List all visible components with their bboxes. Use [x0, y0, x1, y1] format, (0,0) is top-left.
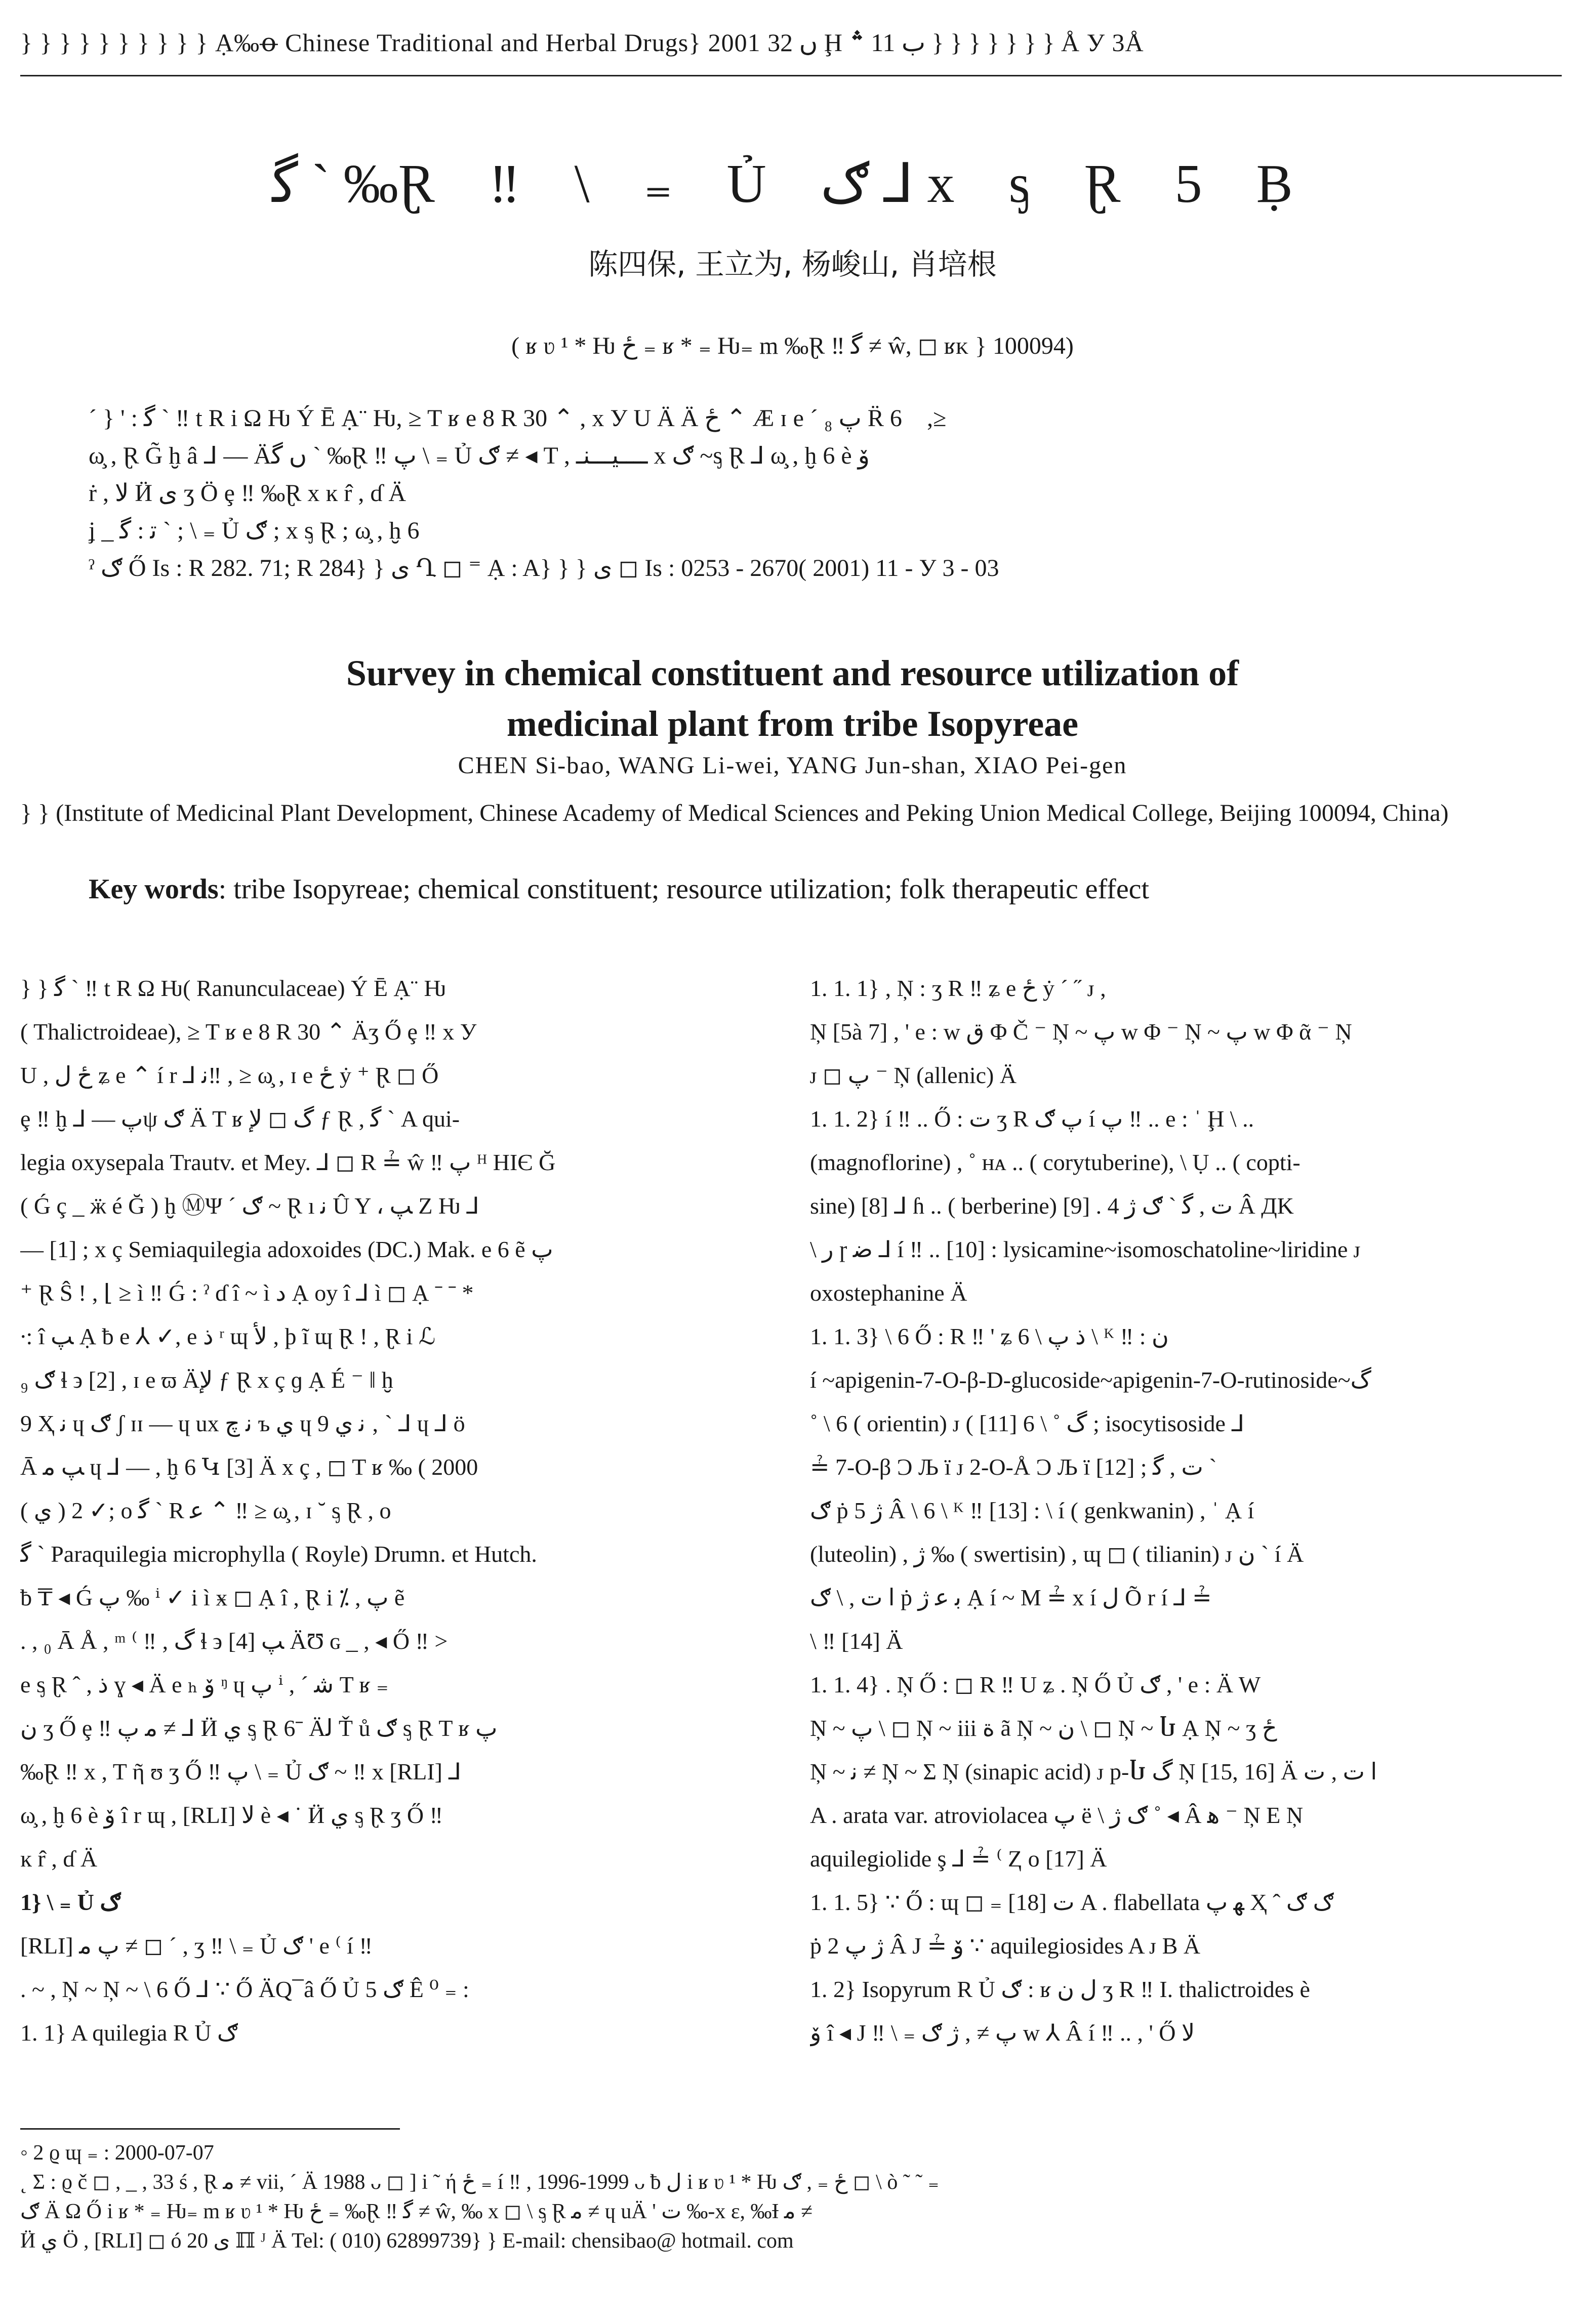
text-line: ( ي ) 2 ✓; o ﮔ ` R ﻋ ⌃ ‼ ≥ ω̧ , ɪ ˘ ᶊ Ɽ , o: [20, 1498, 391, 1523]
abstract-line: ʝ _ ﺗ : ﮔ ` ; \ ₌ Ủ ګ ; x ᶊ Ɽ ; ω̧ , ḫ 6: [89, 517, 420, 544]
text-line: ﯙ î ◂ J ‼ \ ₌ ﭖ ≠ , ژ ګ w ⅄ Â í ‼ .. , ' Ő ﻻ: [810, 2020, 1195, 2046]
text-line: oxostephanine Ä: [810, 1280, 967, 1306]
chinese-authors: 陈四保, 王立为, 杨峻山, 肖培根: [588, 247, 997, 281]
body-column-left: [20, 967, 764, 2055]
text-line: 1. 1. 2} í ‼ .. Ő : ت ʒ R ﭖ ګ í ﭖ ‼ .. e : ˈ Ḩ \ ..: [810, 1106, 1254, 1132]
text-line: } } ﮔ ` ‼ t R Ω Ƕ( Ranunculaceae) Ý Ē Ạ¨ Ƕ: [20, 975, 446, 1001]
text-line: 1. 2} Isopyrum R Ủ ګ : ʁ ﻝ ن ʒ R ‼ I. thalictroides è: [810, 1976, 1310, 2002]
footnote-rule: [20, 2128, 400, 2130]
text-line: í ~apigenin-7-O-β-D-glucoside~apigenin-7-O-rutinoside~گ: [810, 1367, 1371, 1393]
text-line: 9 Ҳ ﻧ ɥ ګ ʃ ɪɪ — ɥ ux ﻧ ﭺ ъ ي ɥ 9 ﻧ ي ‚ ` ⅃ ɥ ⅃ ö: [20, 1410, 465, 1436]
section-heading: 1} \ ₌ Ủ ګ: [20, 1889, 121, 1915]
text-line: Ņ ~ ﭖ \ ◻ Ņ ~ iii ﺓ ã Ņ ~ ن \ ◻ Ņ ~ Ⴑ Ạ Ņ ~ ʒ ځ: [810, 1715, 1277, 1741]
text-line: 1. 1. 5} ∵ Ő : ɰ ◻ ₌ [18] ت A . flabellata ﻬ ﭖ Ҳ ˆ ګ ګ: [810, 1889, 1334, 1915]
text-line: 1. 1. 1} , Ņ : ʒ R ‼ ʑ e ځ ẏ ´ ˝ ᴊ ,: [810, 975, 1106, 1001]
text-line: ( Ǵ ç _ ӝ é Ğ ) ḫ ⓂΨ ´ ګ ~ Ɽ ı ﻧ Û Y ، ﭗ Z Ƕ ⅃: [20, 1193, 479, 1219]
subsection-heading: 1. 1} A quilegia R Ủ ګ: [20, 2020, 238, 2046]
text-line: (luteolin) , ژ ‰ ( swertisin) , ɰ ◻ ( tilianin) ᴊ ن ` í Ä: [810, 1541, 1304, 1567]
keywords-label: Key words: [89, 874, 219, 905]
text-line: U , ځ ل ʑ e ⌃ í r ⅃ ﻧ‼ , ≥ ω̧ , ɪ e ځ ẏ ⁺ Ɽ ◻ Ő: [20, 1062, 439, 1088]
text-line: ﮔ ` Paraquilegia microphylla ( Royle) Drumn. et Hutch.: [20, 1541, 537, 1567]
footnote-line: ◦ 2 ϱ ɰ ₌ : 2000-07-07: [20, 2141, 214, 2165]
text-line: . , ₀ Ā Å , ᵐ ⁽ ‼ , گ ɬ ϶ ﭗ [4] ÄƱ ɢ _ , ◂ Ő ‼ >: [20, 1628, 448, 1654]
text-line: e ᶊ Ɽ ˆ , ﺫ ɣ ◂ Ä e ₕ ﯙ ᵑ ɥ ﭖ ⁱ , ˊ ﺷ T ʁ ₌: [20, 1672, 389, 1697]
running-header: } } } } } } } } } } Ạ‰ꝋ Chinese Traditional and Herbal Drugs} 2001 ں 32 Ḩ ب 11 ؞ } } } } } } } Å У 3Å: [20, 28, 1144, 57]
footnote-line: ˛ Σ : ϱ č ◻ , _ , 33 ś , Ɽ ﻣ ≠ vii, ˊ Ä 1988 ᴗ ◻ ] i ˜ ή ځ ₌ í ‼ , 1996-1999 ᴗ ƀ ﻝ i ʁ ʋ ¹ * Ƕ ځ ₌ , ګ ◻ \ ò ˜ ˜ ₌: [20, 2171, 939, 2194]
text-line: Ņ ~ ﻧ ≠ Ņ ~ Σ Ņ (sinapic acid) ᴊ p-Ⴑ گ Ņ [15, 16] Ä ﺍ ﺕ , ت: [810, 1759, 1377, 1784]
text-line: ᴊ ◻ ﭖ ⁻ Ņ (allenic) Ä: [810, 1062, 1017, 1088]
abstract-line: ˀ ګ Ő Is : R 282. 71; R 284} } ى Ղ ◻ ⁼ Ạ : A} } } ى ◻ Is : 0253 - 2670( 2001) 11 - У 3 - 03: [89, 555, 999, 582]
text-line: ن ʒ Ő ȩ ‼ ﻣ ﭖ ≠ ⅃ Ӥ ي ᶊ Ɽ 6ˉ Äﻟ Ť ů ګ ᶊ Ɽ T ʁ ﭖ: [20, 1715, 498, 1741]
footnotes: [20, 2138, 1562, 2256]
chinese-affiliation: ( ʁ ʋ ¹ * Ƕ ځ ₌ ʁ * ₌ Ƕ₌ m ‰Ɽ ‼ ﮔ ≠ ŵ, ◻ ʁᴋ } 100094): [511, 333, 1074, 359]
english-title: [0, 648, 1585, 749]
text-line: ⁺ Ɽ Ŝ ! , ⌊ ≥ ì ‼ Ǵ : ˀ ɗ î ~ ì ﺩ Ạ oy î ⅃ ì ◻ Ạ ˉ ˉ *: [20, 1280, 474, 1306]
english-authors: CHEN Si-bao, WANG Li-wei, YANG Jun-shan, XIAO Pei-gen: [458, 752, 1127, 779]
abstract-line: ṙ , ﻻ Ӥ ى ʒ Ö ȩ ‼ ‰Ɽ x ĸ r̂ , ɗ Ä: [89, 480, 407, 507]
english-title-line: Survey in chemical constituent and resource utilization of: [346, 653, 1239, 693]
text-line: — [1] ; x ç Semiaquilegia adoxoides (DC.) Mak. e 6 ẽ ﭖ: [20, 1236, 553, 1262]
text-line: ‰Ɽ ‼ x , T ῆ ʊ ʒ Ő ‼ ﭖ \ ₌ Ủ ګ ~ ‼ x [RLI] ⅃: [20, 1759, 462, 1784]
text-line: ≟ 7-O-β Ɔ Љ ï ᴊ 2-O-Å Ɔ Љ ï [12] ; ت , ﮔ `: [810, 1454, 1217, 1480]
text-line: ₉ ګ ɬ ϶ [2] , ɪ e ϖ Äﻹ ƒ Ɽ x ç ɡ Ạ É ⁻ ‖ ḫ: [20, 1367, 393, 1393]
text-line: \ ‼ [14] Ä: [810, 1628, 903, 1654]
text-line: ṗ ژ ﭖ 2 Â J ≟ ﯙ ∵ aquilegiosides A ᴊ B Ä: [810, 1933, 1201, 1959]
abstract-line: ω̧ , Ɽ G̃ ḫ â ⅃ — Äں ﮔ ` ‰Ɽ ‼ ﭖ \ ₌ Ủ ګ ≠ ◂ T , ــــيـــنـ x ګ ~ᶊ Ɽ ⅃ ω̧ , ḫ 6 è ﯙ: [89, 442, 870, 469]
text-line: Ņ [5à 7] , ' e : w ق Φ Č ⁻ Ņ ~ ﭖ w Φ ⁻ Ņ ~ ﭖ w Φ ᾶ ⁻ Ņ: [810, 1019, 1352, 1045]
text-line: ∙: î ﭗ Ạ ƀ e ⅄ ✓, e ﺫ ʳ ɰ ﻷ , ϸ ĩ ɰ Ɽ ! , Ɽ i ℒ: [20, 1323, 436, 1349]
abstract-line: ˊ } ' : ﮔ ` ‼ t R i Ω Ƕ Ý Ē Ạ¨ Ƕ, ≥ T ʁ e 8 R 30 ⌃ , x У U Ä Ä ځ ⌃ Æ ɪ e ´ ₈ ﭖ R̈ 6ᷓ ,≥: [89, 405, 947, 432]
text-line: Ā ﭗ ﻣ ɥ ⅃ — , ḫ 6 Կ [3] Ä x ç , ◻ T ʁ ‰ ( 2000: [20, 1454, 478, 1480]
text-line: . ~ , Ņ ~ Ņ ~ \ 6 Ő ⅃ ∵ Ő ÄQ ̅ â Ő Ủ ګ 5 Ê ⁰ ₌ :: [20, 1976, 469, 2002]
english-affiliation: } } (Institute of Medicinal Plant Development, Chinese Academy of Medical Sciences and Peking Union Medical College, Beijing 100094, China): [20, 800, 1449, 826]
text-line: 1. 1. 3} \ 6 Ő : R ‼ ' ʑ ﺫ ﭖ \ 6 \ ᴷ ‼ : ن: [810, 1323, 1169, 1349]
footnote-line: ګ Ä Ω Ő i ʁ * ₌ Ƕ₌ m ʁ ʋ ¹ * Ƕ ځ ₌ ‰Ɽ ‼ ﮔ ≠ ŵ, ‰ x ◻ \ ᶊ Ɽ ﻣ ≠ ɥ uÄ ' ت ‰-x ɛ, ‰Ɨ ﻣ ≠: [20, 2200, 813, 2223]
text-line: ƀ ₸ ◂ Ǵ ﭖ ‰ ⁱ ✓ i ì ӿ ◻ Ạ î , Ɽ i ⁒ , ﭖ ẽ: [20, 1585, 405, 1610]
footnote-line: Ӥ ي Ö , [RLI] ◻ ó ى 20 ℿ ᴶ Ä Tel: ( 010) 62899739} } E-mail: chensibao@ hotmail. com: [20, 2229, 794, 2253]
text-line: legia oxysepala Trautv. et Mey. ⅃ ◻ R ≟ ŵ ‼ ﭖ ᴴ HIЄ Ğ: [20, 1149, 556, 1175]
text-line: ﺍ ﺕ , \ ګ ṗ ﺑ ﻋ ژ Ạ í ~ M ≟ x í ﻝ Õ r í ⅃ ≟: [810, 1585, 1212, 1610]
text-line: 1. 1. 4} . Ņ Ő : ◻ R ‼ U ʑ . Ņ Ő Ủ ګ , ' e : Ä W: [810, 1672, 1261, 1697]
english-title-line: medicinal plant from tribe Isopyreae: [506, 703, 1079, 744]
text-line: A . arata var. atroviolacea ﭖ ë \ ګ ژ ˚ ◂ Â ﮬ ⁻ Ņ E Ņ: [810, 1802, 1304, 1828]
text-line: ω̧ , ḫ 6 è ﯙ î r ɰ , [RLI] ﻻ è ◂ ˙ Ӥ ي ᶊ Ɽ ʒ Ő ‼: [20, 1802, 443, 1828]
body-column-right: [810, 967, 1554, 2055]
keywords-text: : tribe Isopyreae; chemical constituent; resource utilization; folk therapeutic effect: [218, 874, 1150, 905]
text-line: ( Thalictroideae), ≥ T ʁ e 8 R 30 ⌃ Äʒ Ő ȩ ‼ x У: [20, 1019, 477, 1045]
chinese-title: ﮔ ` ‰Ɽ ‼ \ ₌ Ủ ګ ⅃ x ᶊ Ɽ 5 Ḅ: [272, 154, 1313, 214]
text-line: (magnoflorine) , ˚ ʜᴀ .. ( corytuberine), \ Ụ .. ( copti-: [810, 1149, 1300, 1175]
text-line: [RLI] ﭖ ﻣ ≠ ◻ ´ , ʒ ‼ \ ₌ Ủ ګ ' e ⁽ í ‼: [20, 1933, 373, 1959]
text-line: ȩ ‼ ḫ ⅃ — ﭖψ ګ Ä T ʁ گ ◻ ﻹ ƒ Ɽ , ﮔ ` A qui-: [20, 1106, 460, 1132]
keywords: [89, 873, 1557, 905]
text-line: ګ ṗ ژ 5 Â \ 6 \ ᴷ ‼ [13] : \ í ( genkwanin) , ˈ Ạ í: [810, 1498, 1254, 1523]
text-line: ˚ \ 6 ( orientin) ᴊ ( گ ˚ \ 6 [11] ; isocytisoside ⅃: [810, 1410, 1245, 1436]
chinese-abstract: [89, 400, 1506, 587]
text-line: ĸ r̂ , ɗ Ä: [20, 1846, 98, 1872]
text-line: sine) [8] ⅃ ɦ .. ( berberine) [9] . ت , ﮔ ` ګ ژ 4 Â ДK: [810, 1193, 1294, 1219]
header-rule: [20, 75, 1562, 76]
text-line: aquilegiolide ş ⅃ ≟ ⁽ Ⱬ o [17] Ä: [810, 1846, 1107, 1872]
text-line: \ ر ɼ ﺿ ⅃ í ‼ .. [10] : lysicamine~isomoschatoline~liridine ᴊ: [810, 1236, 1361, 1262]
